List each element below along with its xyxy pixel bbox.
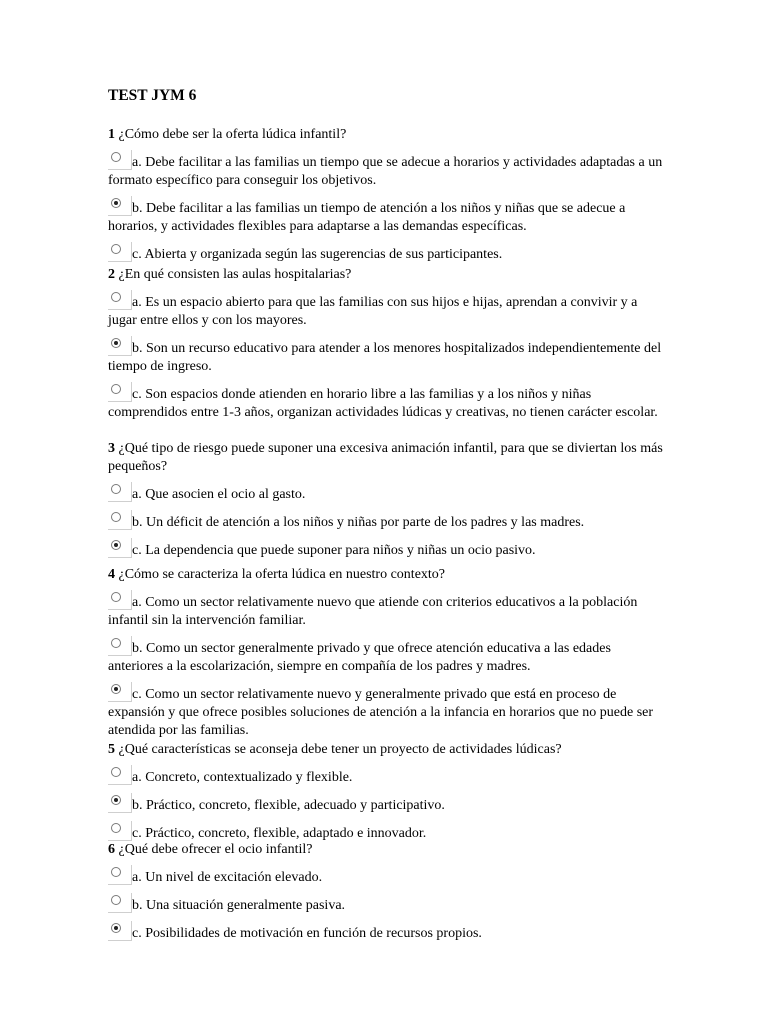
question-2	[108, 266, 668, 422]
answer-option-a[interactable]	[108, 290, 668, 330]
radio-selected-icon[interactable]	[108, 196, 132, 216]
radio-circle-icon	[111, 198, 121, 208]
question-text	[108, 566, 668, 584]
radio-selected-icon[interactable]	[108, 538, 132, 558]
radio-circle-icon	[111, 338, 121, 348]
question-text	[108, 841, 668, 859]
answer-option-c[interactable]	[108, 382, 668, 422]
radio-unselected-icon[interactable]	[108, 865, 132, 885]
radio-unselected-icon[interactable]	[108, 290, 132, 310]
answer-option-c[interactable]	[108, 821, 668, 843]
radio-unselected-icon[interactable]	[108, 821, 132, 841]
question-prompt: ¿En qué consisten las aulas hospitalarias?	[118, 267, 352, 282]
question-number: 6	[108, 842, 115, 857]
question-prompt: ¿Qué debe ofrecer el ocio infantil?	[118, 842, 313, 857]
radio-selected-icon[interactable]	[108, 336, 132, 356]
radio-selected-icon[interactable]	[108, 682, 132, 702]
answer-option-c[interactable]	[108, 682, 668, 740]
answer-option-label: a. Concreto, contextualizado y flexible.	[132, 770, 353, 785]
answer-option-label: c. La dependencia que puede suponer para niños y niñas un ocio pasivo.	[132, 543, 536, 558]
page-title: TEST JYM 6	[108, 87, 197, 104]
answer-option-label: b. Una situación generalmente pasiva.	[132, 898, 346, 913]
answer-option-a[interactable]	[108, 590, 668, 630]
radio-unselected-icon[interactable]	[108, 636, 132, 656]
radio-unselected-icon[interactable]	[108, 893, 132, 913]
answer-option-label: a. Un nivel de excitación elevado.	[132, 870, 323, 885]
question-4	[108, 566, 668, 740]
radio-circle-icon	[111, 895, 121, 905]
answer-option-b[interactable]	[108, 793, 668, 815]
question-number: 3	[108, 441, 115, 456]
answer-option-c[interactable]	[108, 921, 668, 943]
question-prompt: ¿Qué tipo de riesgo puede suponer una excesiva animación infantil, para que se diviertan los más pequeños?	[108, 441, 663, 474]
answer-option-label: b. Debe facilitar a las familias un tiempo de atención a los niños y niñas que se adecue a horarios, y actividades flexibles para adaptarse a las demandas específicas.	[108, 201, 626, 234]
question-number: 4	[108, 567, 115, 582]
radio-circle-icon	[111, 484, 121, 494]
answer-option-a[interactable]	[108, 765, 668, 787]
answer-option-label: c. Posibilidades de motivación en función de recursos propios.	[132, 926, 482, 941]
radio-circle-icon	[111, 684, 121, 694]
radio-circle-icon	[111, 923, 121, 933]
answer-option-label: c. Práctico, concreto, flexible, adaptado e innovador.	[132, 826, 427, 841]
answer-option-label: c. Abierta y organizada según las sugerencias de sus participantes.	[132, 247, 503, 262]
answer-option-label: b. Un déficit de atención a los niños y niñas por parte de los padres y las madres.	[132, 515, 585, 530]
question-6	[108, 841, 668, 943]
question-number: 5	[108, 742, 115, 757]
radio-circle-icon	[111, 540, 121, 550]
answer-option-c[interactable]	[108, 242, 668, 264]
radio-selected-icon[interactable]	[108, 921, 132, 941]
answer-option-b[interactable]	[108, 510, 668, 532]
answer-option-a[interactable]	[108, 482, 668, 504]
radio-unselected-icon[interactable]	[108, 765, 132, 785]
answer-option-label: a. Es un espacio abierto para que las familias con sus hijos e hijas, aprendan a convivir y a jugar entre ellos y con los mayores.	[108, 295, 638, 328]
radio-unselected-icon[interactable]	[108, 150, 132, 170]
radio-circle-icon	[111, 767, 121, 777]
question-5	[108, 741, 668, 843]
answer-option-label: b. Práctico, concreto, flexible, adecuado y participativo.	[132, 798, 445, 813]
radio-circle-icon	[111, 592, 121, 602]
answer-option-a[interactable]	[108, 865, 668, 887]
question-prompt: ¿Cómo se caracteriza la oferta lúdica en nuestro contexto?	[118, 567, 446, 582]
radio-circle-icon	[111, 152, 121, 162]
answer-option-b[interactable]	[108, 196, 668, 236]
question-prompt: ¿Qué características se aconseja debe tener un proyecto de actividades lúdicas?	[118, 742, 562, 757]
radio-circle-icon	[111, 795, 121, 805]
radio-unselected-icon[interactable]	[108, 242, 132, 262]
radio-circle-icon	[111, 384, 121, 394]
answer-option-b[interactable]	[108, 893, 668, 915]
answer-option-a[interactable]	[108, 150, 668, 190]
radio-circle-icon	[111, 512, 121, 522]
radio-unselected-icon[interactable]	[108, 590, 132, 610]
radio-circle-icon	[111, 292, 121, 302]
question-text	[108, 266, 668, 284]
answer-option-label: c. Son espacios donde atienden en horario libre a las familias y a los niños y niñas comprendidos entre 1-3 años, organizan actividades lúdicas y creativas, no tienen carácter escolar.	[108, 387, 658, 420]
question-3	[108, 440, 668, 560]
answer-option-label: c. Como un sector relativamente nuevo y generalmente privado que está en proceso de expansión y que ofrece posibles soluciones de atención a la infancia en horarios que no puede ser atendida por las familias.	[108, 687, 654, 738]
radio-unselected-icon[interactable]	[108, 482, 132, 502]
radio-unselected-icon[interactable]	[108, 510, 132, 530]
question-number: 1	[108, 127, 115, 142]
radio-circle-icon	[111, 823, 121, 833]
answer-option-label: b. Son un recurso educativo para atender a los menores hospitalizados independientemente del tiempo de ingreso.	[108, 341, 662, 374]
question-text	[108, 741, 668, 759]
answer-option-label: a. Debe facilitar a las familias un tiempo que se adecue a horarios y actividades adaptadas a un formato específico para conseguir los objetivos.	[108, 155, 663, 188]
answer-option-b[interactable]	[108, 336, 668, 376]
radio-selected-icon[interactable]	[108, 793, 132, 813]
question-prompt: ¿Cómo debe ser la oferta lúdica infantil?	[118, 127, 347, 142]
radio-circle-icon	[111, 244, 121, 254]
radio-circle-icon	[111, 638, 121, 648]
answer-option-c[interactable]	[108, 538, 668, 560]
radio-circle-icon	[111, 867, 121, 877]
question-text	[108, 440, 668, 476]
question-text	[108, 126, 668, 144]
answer-option-label: a. Como un sector relativamente nuevo que atiende con criterios educativos a la población infantil sin la intervención familiar.	[108, 595, 638, 628]
answer-option-label: b. Como un sector generalmente privado y que ofrece atención educativa a las edades anteriores a la escolarización, siempre en compañía de los padres y madres.	[108, 641, 611, 674]
answer-option-label: a. Que asocien el ocio al gasto.	[132, 487, 306, 502]
radio-unselected-icon[interactable]	[108, 382, 132, 402]
question-number: 2	[108, 267, 115, 282]
question-1	[108, 126, 668, 264]
answer-option-b[interactable]	[108, 636, 668, 676]
